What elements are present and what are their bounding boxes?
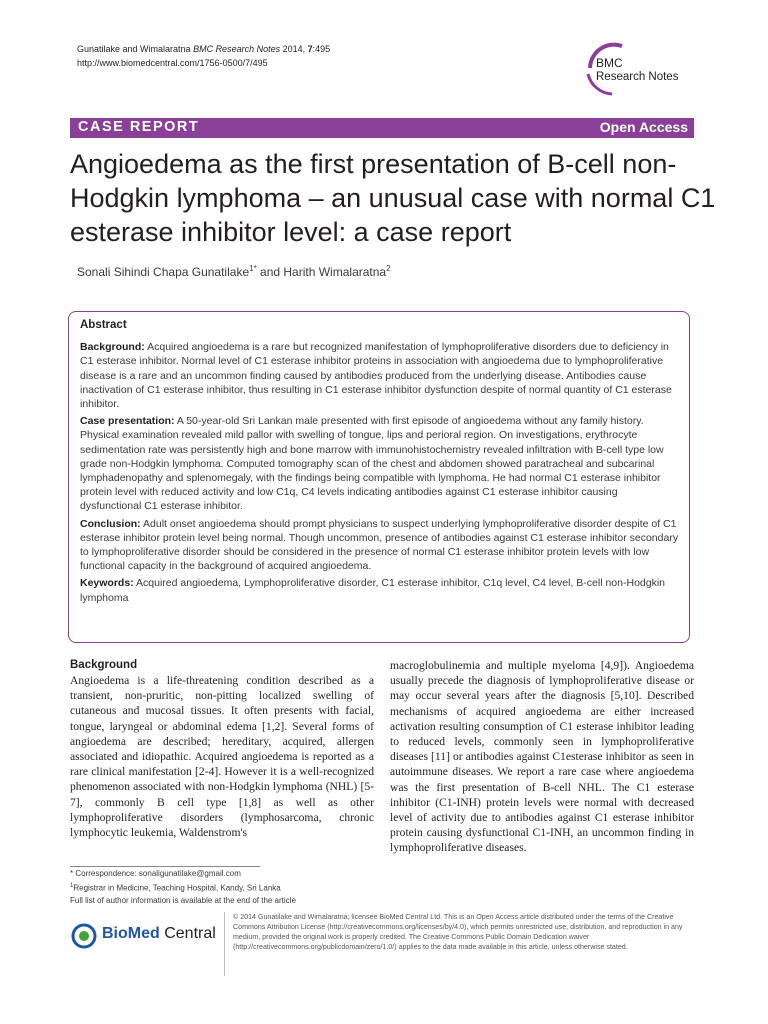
citation-line — [77, 42, 330, 56]
article-type-label: CASE REPORT — [78, 119, 200, 135]
citation-authors: Gunatilake and Wimalaratna — [77, 44, 194, 54]
abstract-text: A 50-year-old Sri Lankan male presented with first episode of angioedema without any family history. Physical examination revealed mild pallor with swelling of tongue, lips and perioral region. On investigations, erythrocyte sedimentation rate was persistently high and bone marrow with immunohistochemistry revealed infiltration with B-cell type low grade non-Hodgkin lymphoma. Computed tomography scan of the chest and abdomen showed paratracheal and subcarinal lymphadenopathy and splenomegaly, with the findings being compatible with lymphoma. He had normal C1 esterase inhibitor protein level with reduced activity and low C1q, C4 levels indicating antibodies against C1 esterase inhibitor causing dysfunctional C1 esterase inhibitor. — [80, 415, 664, 513]
biomed-logo-bold: BioMed — [102, 925, 160, 942]
author-list — [77, 264, 391, 279]
abstract-background — [80, 340, 680, 411]
author-info-note: Full list of author information is available at the end of the article — [70, 895, 296, 905]
citation-year: 2014, — [280, 44, 308, 54]
section-heading-background: Background — [70, 659, 138, 671]
bmc-research-notes-logo — [582, 38, 702, 98]
abstract-label: Keywords: — [80, 577, 134, 590]
author-affiliation-mark: 2 — [386, 264, 391, 273]
abstract-heading: Abstract — [80, 319, 127, 331]
body-column-right — [390, 658, 694, 856]
article-title: Angioedema as the first presentation of B-cell non-Hodgkin lymphoma – an unusual case with normal C1 esterase inhibitor level: a case report — [70, 149, 716, 247]
biomed-swirl-icon — [70, 922, 100, 950]
logo-bmc-text: BMC — [596, 56, 623, 70]
author-affiliation-mark: 1* — [249, 264, 257, 273]
footnote-divider — [70, 866, 260, 867]
biomed-logo-text — [102, 925, 216, 943]
license-text: © 2014 Gunatilake and Wimalaratna; licensee BioMed Central Ltd. This is an Open Access article distributed under the terms of the Creative Commons Attribution License (http://creativecommons.org/licenses/by/4.0), which permits unrestricted use, distribution, and reproduction in any medium, provided the original work is properly credited. The Creative Commons Public Domain Dedication waiver (http://creativecommons.org/publicdomain/zero/1.0/) applies to the data made available in this article, unless otherwise stated. — [233, 913, 683, 951]
citation-volume: 7 — [307, 44, 313, 54]
correspondence-note: * Correspondence: sonaligunatilake@gmail.com — [70, 869, 241, 878]
license-block — [224, 912, 694, 976]
abstract-keywords — [80, 576, 680, 604]
affiliation-mark: 1 — [70, 883, 74, 889]
author-name: Sonali Sihindi Chapa Gunatilake — [77, 265, 250, 279]
abstract-label: Case presentation: — [80, 415, 175, 428]
article-url[interactable]: http://www.biomedcentral.com/1756-0500/7/495 — [77, 58, 268, 68]
abstract-text: Acquired angioedema is a rare but recognized manifestation of lymphoproliferative disorders due to deficiency in C1 esterase inhibitor. Normal level of C1 esterase inhibitor proteins in association with angioedema due to lymphoproliferative disease is a rare and an uncommon finding caused by antibodies produced from the underlying disease. Antibodies cause inactivation of C1 esterase inhibitor, thus resulting in C1 esterase inhibitor dysfunction despite of normal quantity of C1 esterase inhibitor. — [80, 341, 672, 411]
author-name: Harith Wimalaratna — [283, 265, 387, 279]
abstract-text: Adult onset angioedema should prompt physicians to suspect underlying lymphoproliferative disorder despite of C1 esterase inhibitor protein level being normal. Though uncommon, presence of antibodies against C1 esterase inhibitor secondary to lymphoproliferative disorder should be considered in the presence of normal C1 esterase inhibitor protein levels with low functional capacity in the background of acquired angioedema. — [80, 517, 679, 573]
abstract-conclusion — [80, 517, 680, 574]
body-paragraph: Angioedema is a life-threatening condition described as a transient, non-pruritic, non-pitting localized swelling of cutaneous and mucosal tissues. It often presents with facial, tongue, laryngeal or abdominal edema [1,2]. Several forms of angioedema are described; hereditary, acquired, allergen associated and idiopathic. Acquired angioedema is reported as a rare clinical manifestation [2-4]. However it is a well-recognized phenomenon associated with non-Hodgkin lymphoma (NHL) [5-7], commonly B cell type [1,8] as well as other lymphoproliferative disorders (lymphosarcoma, chronic lymphocytic leukemia, Waldenstrom's — [70, 674, 374, 840]
author-connector: and — [256, 265, 284, 279]
biomed-central-logo — [70, 922, 230, 950]
affiliation-note — [70, 880, 390, 895]
citation-page: :495 — [312, 44, 331, 54]
footnotes — [70, 868, 390, 907]
header-citation — [77, 42, 330, 70]
body-column-left — [70, 658, 374, 840]
case-report-banner — [70, 118, 694, 138]
abstract — [80, 318, 680, 608]
affiliation-text: Registrar in Medicine, Teaching Hospital, Kandy, Sri Lanka — [73, 883, 281, 893]
abstract-text: Acquired angioedema, Lymphoproliferative disorder, C1 esterase inhibitor, C1q level, C4 level, B-cell non-Hodgkin lymphoma — [80, 577, 666, 604]
open-access-label: Open Access — [599, 119, 688, 135]
abstract-label: Background: — [80, 341, 145, 354]
body-paragraph: macroglobulinemia and multiple myeloma [4,9]). Angioedema usually precede the diagnosis of lymphoproliferative disease or may occur several years after the diagnosis [5,10]. Described mechanisms of acquired angioedema are either increased activation resulting consumption of C1 esterase inhibitor leading to reduced levels, commonly seen in lymphoproliferative diseases [11] or antibodies against C1esterase inhibitor as seen in autoimmune diseases. We report a rare case where angioedema was the first presentation of B-cell NHL. The C1 esterase inhibitor (C1-INH) protein levels were normal with decreased level of activity due to antibodies against C1 esterase inhibitor protein causing dysfunctional C1-INH, an uncommon finding in lymphoproliferative diseases. — [390, 659, 694, 855]
abstract-case-presentation — [80, 414, 680, 513]
abstract-label: Conclusion: — [80, 517, 141, 530]
citation-journal: BMC Research Notes — [193, 44, 281, 54]
biomed-logo-regular: Central — [159, 925, 216, 942]
logo-journal-text: Research Notes — [596, 71, 679, 83]
